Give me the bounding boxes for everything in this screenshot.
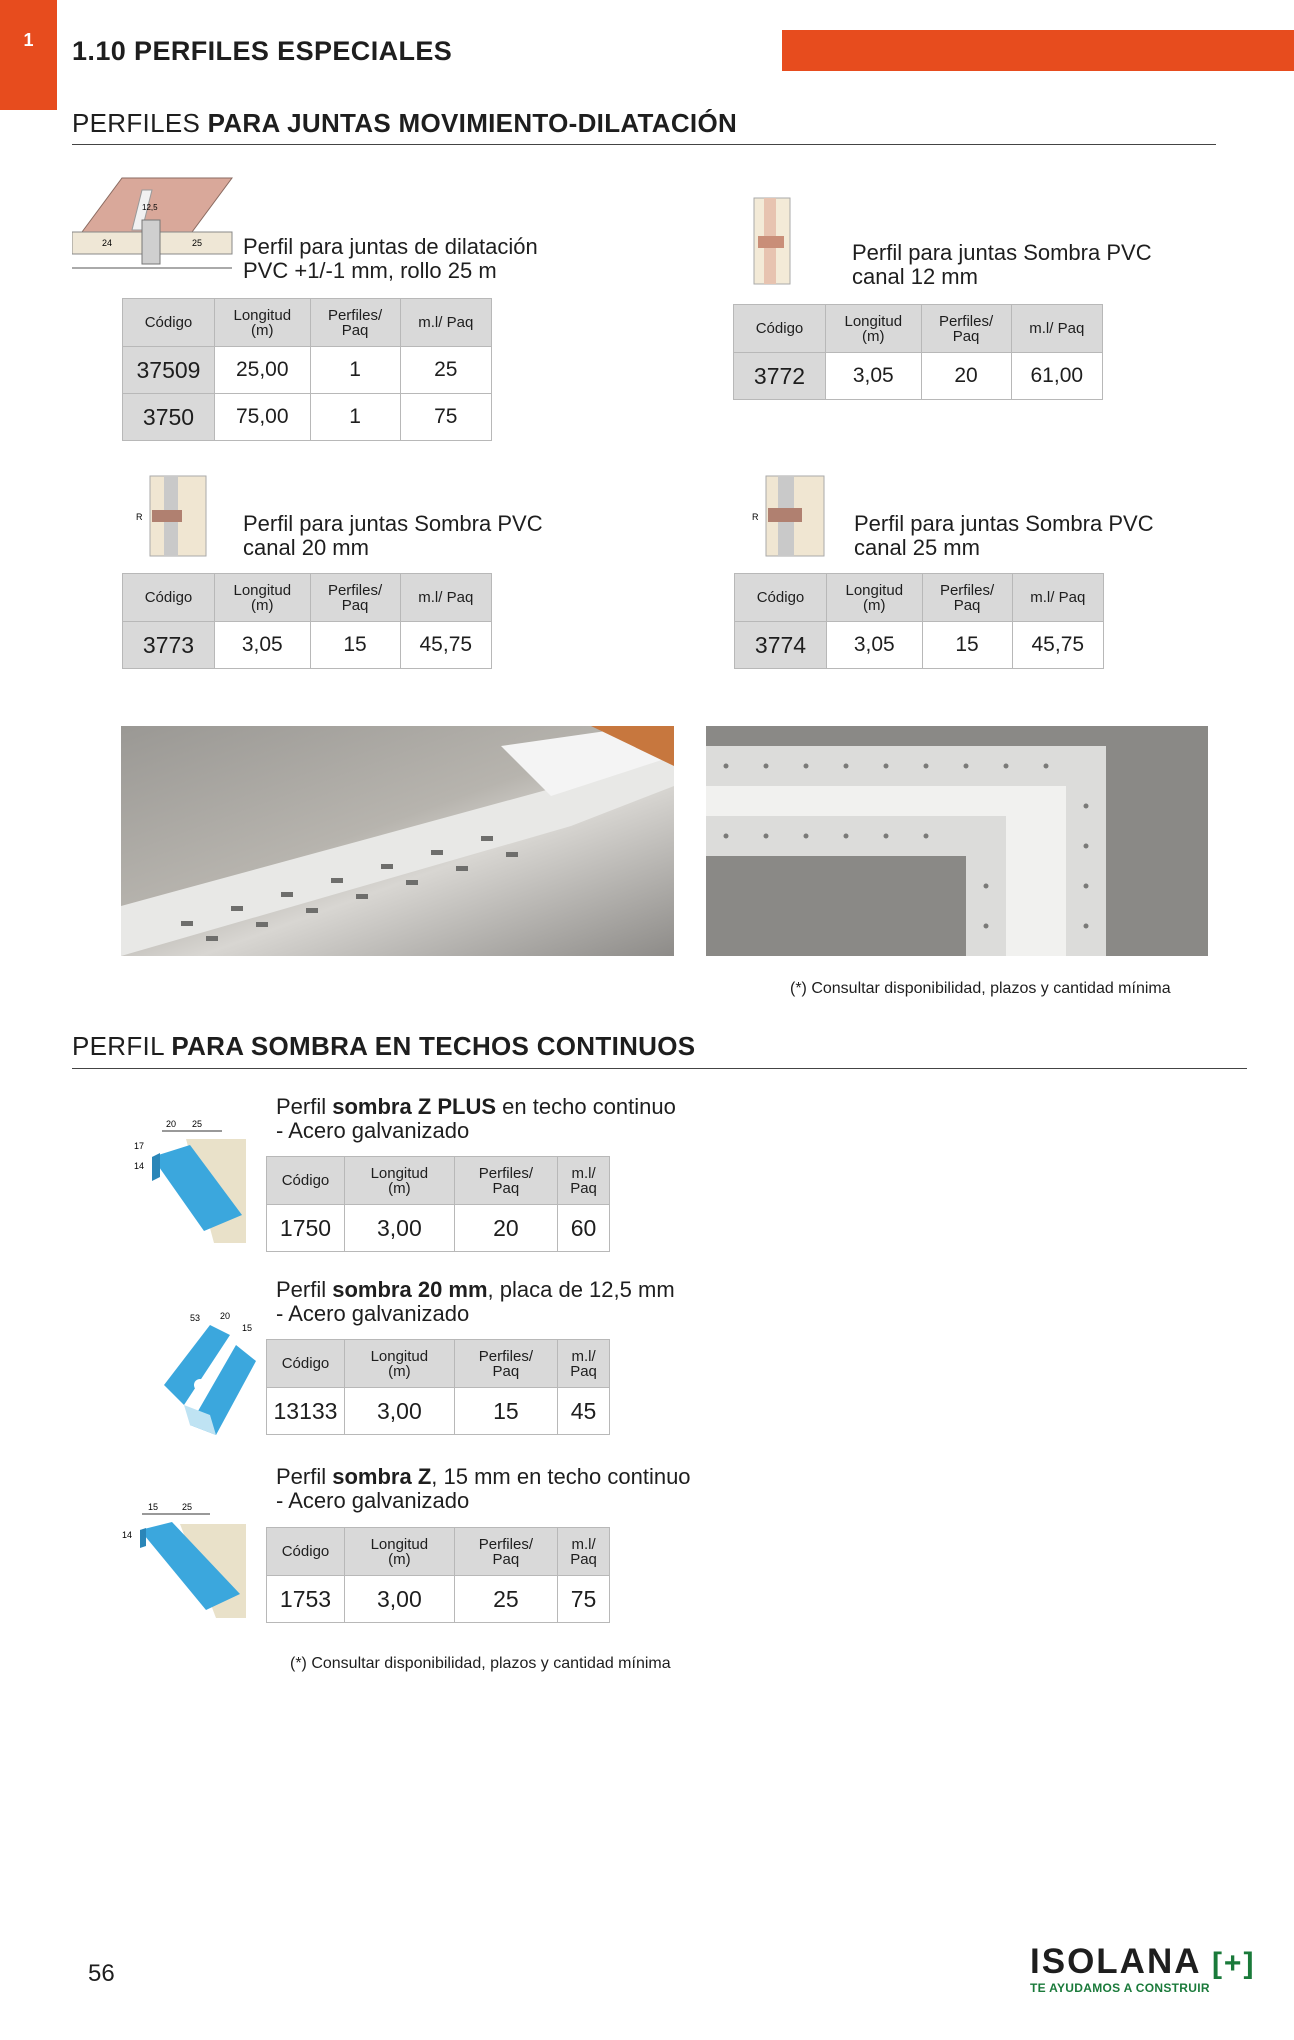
dim-label: 14 [122,1530,133,1540]
section-title-light: PERFIL [72,1031,172,1061]
section-title-sombra [72,1031,695,1062]
cell-ml: 61,00 [1011,353,1102,400]
table-header-row [735,574,1104,622]
spec-table-13133 [266,1339,610,1435]
col-header: Longitud (m) [345,1157,455,1205]
header-accent-bar [782,30,1294,71]
col-header: Longitud (m) [215,574,311,622]
title-bold: sombra Z [332,1464,432,1489]
product-title [276,1278,675,1302]
spec-table-3772 [733,304,1103,400]
cell-perfiles: 1 [310,347,400,394]
cell-length: 3,05 [826,353,922,400]
cell-length: 3,00 [345,1205,455,1252]
spec-table-3774 [734,573,1104,669]
dim-label: R [136,512,143,522]
cell-ml: 75 [400,394,491,441]
cell-perfiles: 15 [454,1388,557,1435]
product-code: 37509 [123,347,215,394]
dim-label: 24 [102,238,113,248]
col-header: Código [267,1528,345,1576]
sombra-20-drawing [150,1305,260,1435]
col-header: Longitud (m) [345,1528,455,1576]
table-row [123,347,492,394]
product-title: Perfil para juntas Sombra PVC canal 25 mm [854,511,1154,560]
product-code: 3750 [123,394,215,441]
product-title: Perfil para juntas Sombra PVC canal 12 mm [852,240,1152,289]
table-header-row [267,1340,610,1388]
dim-label: R [752,512,759,522]
product-code: 1750 [267,1205,345,1252]
col-header: Longitud (m) [827,574,923,622]
col-header: Perfiles/ Paq [454,1157,557,1205]
title-part: Perfil [276,1277,333,1302]
title-part: , placa de 12,5 mm [487,1277,675,1302]
cell-perfiles: 15 [922,622,1012,669]
cell-perfiles: 20 [921,353,1011,400]
product-title: Perfil para juntas Sombra PVC canal 20 mm [243,511,543,560]
col-header: m.l/ Paq [1011,305,1102,353]
dim-label: 17 [134,1141,145,1151]
cell-ml: 45 [558,1388,610,1435]
dilatation-profile-drawing [72,170,237,280]
logo-tagline: TE AYUDAMOS A CONSTRUIR [1030,1981,1210,1995]
product-code: 1753 [267,1576,345,1623]
section-title-bold: PARA JUNTAS MOVIMIENTO-DILATACIÓN [207,108,738,138]
section-title-light: PERFILES [72,108,208,138]
cell-length: 75,00 [215,394,311,441]
col-header: Código [123,299,215,347]
availability-note: (*) Consultar disponibilidad, plazos y cantidad mínima [290,1655,671,1672]
col-header: Código [267,1157,345,1205]
col-header: m.l/ Paq [558,1340,610,1388]
product-subtitle: - Acero galvanizado [276,1301,470,1326]
section-rule [72,144,1216,145]
spec-table-1750 [266,1156,610,1252]
cell-perfiles: 25 [454,1576,557,1623]
table-row [267,1388,610,1435]
shadow-profile-20-drawing [132,474,212,558]
photo-frame-profile [706,726,1208,956]
spec-table-dilatacion [122,298,492,441]
cell-length: 3,05 [215,622,311,669]
chapter-tab [0,0,57,110]
product-code: 13133 [267,1388,345,1435]
isolana-logo [1030,1942,1256,1995]
installation-photo-1 [121,726,674,956]
table-header-row [734,305,1103,353]
page-number: 56 [88,1960,115,1987]
chapter-number: 1 [23,30,34,50]
shadow-profile-25-drawing [748,474,828,558]
cell-perfiles: 15 [310,622,400,669]
col-header: Perfiles/ Paq [310,299,400,347]
product-code: 3773 [123,622,215,669]
col-header: Perfiles/ Paq [454,1340,557,1388]
table-row [123,394,492,441]
table-header-row [123,299,492,347]
col-header: Perfiles/ Paq [921,305,1011,353]
sombra-z-plus-drawing [130,1115,250,1243]
dim-label: 15 [242,1323,253,1333]
col-header: Código [267,1340,345,1388]
table-row [267,1576,610,1623]
cell-length: 25,00 [215,347,311,394]
table-row [734,353,1103,400]
dim-label: 25 [192,1119,203,1129]
dim-label: 25 [192,238,203,248]
page-heading: 1.10 PERFILES ESPECIALES [72,36,453,66]
installation-photo-2 [706,726,1208,956]
table-header-row [123,574,492,622]
cell-ml: 45,75 [400,622,491,669]
title-bold: sombra Z PLUS [332,1094,497,1119]
title-part: , 15 mm en techo continuo [431,1464,691,1489]
section-title-juntas [72,108,737,139]
col-header: Código [123,574,215,622]
title-bold: sombra 20 mm [332,1277,488,1302]
dim-label: 20 [166,1119,177,1129]
col-header: Código [735,574,827,622]
cell-ml: 25 [400,347,491,394]
col-header: Código [734,305,826,353]
product-title: Perfil para juntas de dilatación PVC +1/-1 mm, rollo 25 m [243,234,538,283]
col-header: m.l/ Paq [400,299,491,347]
title-part: Perfil [276,1094,333,1119]
table-header-row [267,1157,610,1205]
sombra-z-15-drawing [120,1500,250,1618]
col-header: m.l/ Paq [558,1157,610,1205]
section-title-bold: PARA SOMBRA EN TECHOS CONTINUOS [171,1031,696,1061]
section-rule [72,1068,1247,1069]
product-code: 3774 [735,622,827,669]
col-header: Longitud (m) [826,305,922,353]
col-header: m.l/ Paq [400,574,491,622]
spec-table-3773 [122,573,492,669]
logo-badge: [+] [1211,1947,1256,1980]
col-header: Longitud (m) [215,299,311,347]
dim-label: 15 [148,1502,159,1512]
logo-name: ISOLANA [1030,1942,1201,1981]
logo-wordmark [1030,1942,1256,1981]
cell-length: 3,05 [827,622,923,669]
cell-perfiles: 20 [454,1205,557,1252]
col-header: Longitud (m) [345,1340,455,1388]
col-header: m.l/ Paq [1012,574,1103,622]
cell-length: 3,00 [345,1388,455,1435]
col-header: m.l/ Paq [558,1528,610,1576]
table-row [123,622,492,669]
product-subtitle: - Acero galvanizado [276,1118,470,1143]
product-code: 3772 [734,353,826,400]
cell-length: 3,00 [345,1576,455,1623]
dim-label: 20 [220,1311,231,1321]
table-row [267,1205,610,1252]
col-header: Perfiles/ Paq [310,574,400,622]
dim-label: 12,5 [142,203,158,212]
spec-table-1753 [266,1527,610,1623]
availability-note: (*) Consultar disponibilidad, plazos y cantidad mínima [790,980,1171,997]
dim-label: 14 [134,1161,145,1171]
col-header: Perfiles/ Paq [922,574,1012,622]
title-part: en techo continuo [496,1094,676,1119]
col-header: Perfiles/ Paq [454,1528,557,1576]
cell-ml: 45,75 [1012,622,1103,669]
dim-label: 25 [182,1502,193,1512]
shadow-profile-12-drawing [750,196,800,288]
cell-ml: 75 [558,1576,610,1623]
cell-ml: 60 [558,1205,610,1252]
dim-label: 53 [190,1313,201,1323]
cell-perfiles: 1 [310,394,400,441]
title-part: Perfil [276,1464,333,1489]
table-row [735,622,1104,669]
product-title [276,1095,676,1119]
product-subtitle: - Acero galvanizado [276,1488,470,1513]
photo-profile-strip [121,726,674,956]
table-header-row [267,1528,610,1576]
product-title [276,1465,691,1489]
